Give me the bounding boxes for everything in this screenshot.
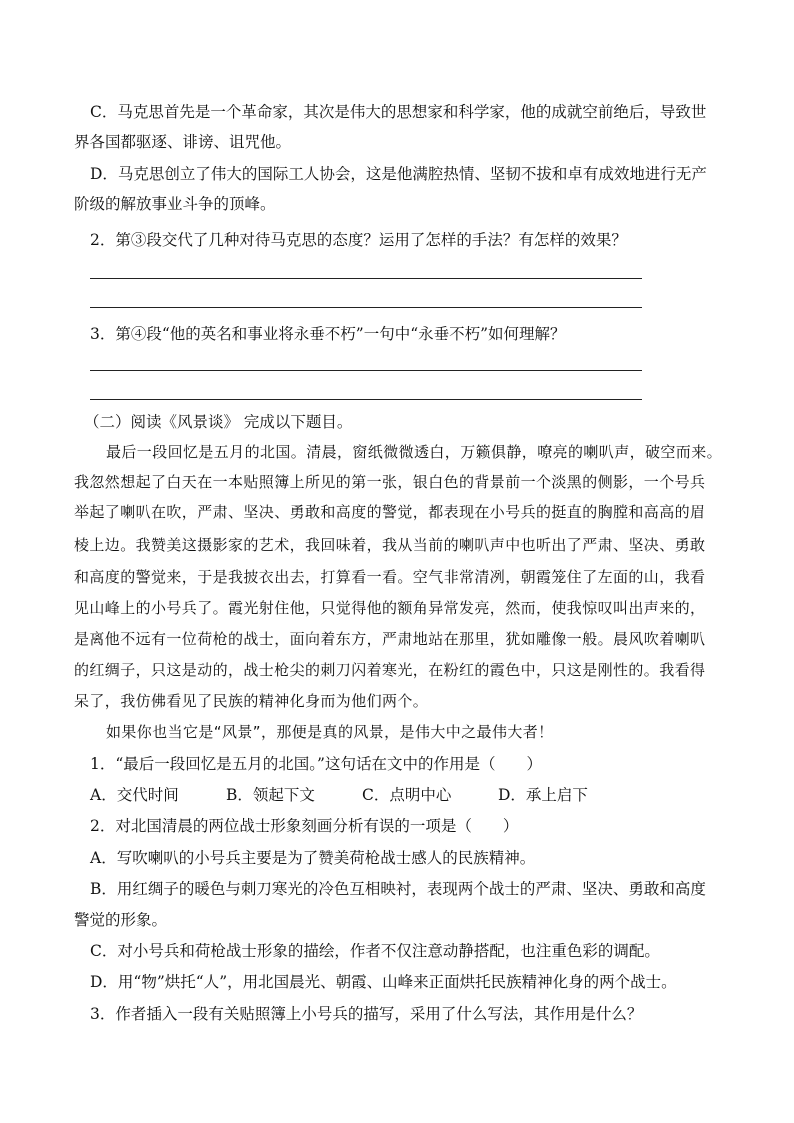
passage-line: 的红绸子，只这是动的，战士枪尖的刺刀闪着寒光，在粉红的霞色中，只这是刚性的。我看得 bbox=[74, 661, 706, 679]
answer-line bbox=[90, 370, 642, 371]
passage-line: 如果你也当它是“风景”，那便是真的风景，是伟大中之最伟大者！ bbox=[106, 723, 554, 741]
passage-line: 我忽然想起了白天在一本贴照簿上所见的第一张，银白色的背景前一个淡黑的侧影，一个号兵 bbox=[74, 473, 706, 491]
answer-line bbox=[90, 399, 642, 400]
passage-line: 举起了喇叭在吹，严肃、坚决、勇敢和高度的警觉，都表现在小号兵的挺直的胸膛和高高的眉 bbox=[74, 503, 706, 521]
passage-line: 和高度的警觉来，于是我披衣出去，打算看一看。空气非常清冽，朝霞笼住了左面的山，我看 bbox=[74, 568, 706, 586]
question-2: 2．第③段交代了几种对待马克思的态度？运用了怎样的手法？有怎样的效果？ bbox=[90, 231, 627, 249]
question-1-options bbox=[90, 785, 588, 805]
answer-line bbox=[90, 307, 642, 308]
q2-option-d: D．用“物”烘托“人”，用北国晨光、朝霞、山峰来正面烘托民族精神化身的两个战士。 bbox=[90, 973, 677, 991]
question-3b: 3．作者插入一段有关贴照簿上小号兵的描写，采用了什么写法，其作用是什么？ bbox=[90, 1005, 643, 1023]
option-d-line-2: 阶级的解放事业斗争的顶峰。 bbox=[74, 195, 276, 213]
section-heading: （二）阅读《风景谈》 完成以下题目。 bbox=[84, 413, 353, 431]
question-3: 3．第④段“他的英名和事业将永垂不朽”一句中“永垂不朽”如何理解？ bbox=[90, 325, 566, 343]
option-b: B．领起下文 bbox=[226, 786, 315, 804]
q2-option-c: C．对小号兵和荷枪战士形象的描绘，作者不仅注意动静搭配，也注重色彩的调配。 bbox=[90, 942, 660, 960]
answer-line bbox=[90, 278, 642, 279]
q2-option-a: A．写吹喇叭的小号兵主要是为了赞美荷枪战士感人的民族精神。 bbox=[90, 849, 536, 867]
passage-line: 最后一段回忆是五月的北国。清晨，窗纸微微透白，万籁俱静，嘹亮的喇叭声，破空而来。 bbox=[106, 443, 723, 461]
option-c: C．点明中心 bbox=[362, 786, 452, 804]
passage-line: 呆了，我仿佛看见了民族的精神化身而为他们两个。 bbox=[74, 692, 429, 710]
passage-line: 是离他不远有一位荷枪的战士，面向着东方，严肃地站在那里，犹如雕像一般。晨风吹着喇叭 bbox=[74, 630, 706, 648]
q2-option-b-line-1: B．用红绸子的暖色与刺刀寒光的冷色互相映衬，表现两个战士的严肃、坚决、勇敢和高度 bbox=[90, 880, 706, 898]
option-c-line-1: C．马克思首先是一个革命家，其次是伟大的思想家和科学家，他的成就空前绝后，导致世 bbox=[90, 103, 707, 121]
q2-option-b-line-2: 警觉的形象。 bbox=[74, 911, 168, 929]
passage-line: 见山峰上的小号兵了。霞光射住他，只觉得他的额角异常发亮，然而，使我惊叹叫出声来的， bbox=[74, 599, 706, 617]
option-d-line-1: D．马克思创立了伟大的国际工人协会，这是他满腔热情、坚韧不拔和卓有成效地进行无产 bbox=[90, 165, 707, 183]
option-a: A．交代时间 bbox=[90, 786, 179, 804]
option-d: D．承上启下 bbox=[498, 786, 588, 804]
option-c-line-2: 界各国都驱逐、诽谤、诅咒他。 bbox=[74, 133, 292, 151]
question-1: 1．“最后一段回忆是五月的北国。”这句话在文中的作用是（ ） bbox=[90, 755, 542, 773]
question-2b: 2．对北国清晨的两位战士形象刻画分析有误的一项是（ ） bbox=[90, 817, 519, 835]
passage-line: 棱上边。我赞美这摄影家的艺术，我回味着，我从当前的喇叭声中也听出了严肃、坚决、勇敢 bbox=[74, 536, 706, 554]
